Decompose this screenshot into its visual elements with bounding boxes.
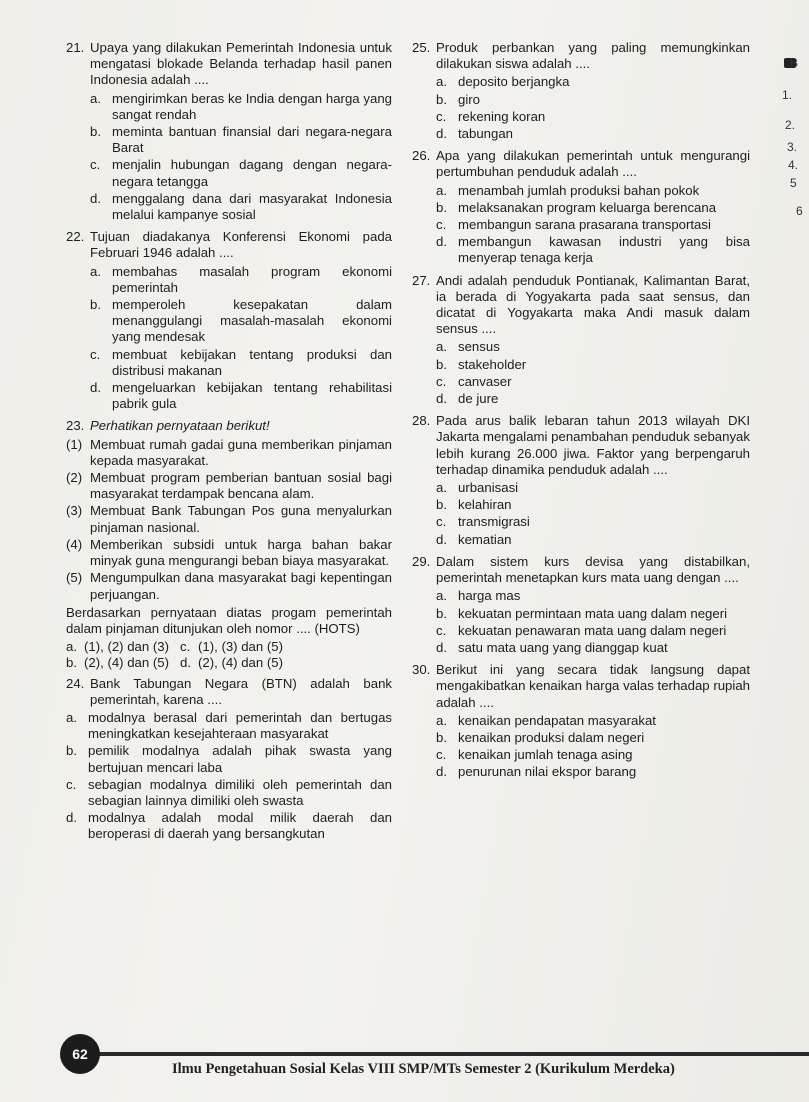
question-text: Pada arus balik lebaran tahun 2013 wilayah DKI Jakarta mengalami penambahan penduduk sebanyak lebih kurang 26.000 jiwa. Faktor yang berpengaruh terhadap dinamika penduduk adalah .... — [436, 413, 750, 477]
option-letter: b. — [66, 743, 77, 759]
option-text: modalnya berasal dari pemerintah dan bertugas meningkatkan kesejahteraan masyarakat — [88, 709, 392, 742]
margin-mark: 1. — [782, 88, 793, 102]
margin-mark: 4. — [788, 158, 799, 172]
option-text: canvaser — [458, 373, 512, 389]
option-letter: c. — [436, 514, 447, 530]
question-number: 21. — [66, 40, 85, 55]
option-letter: d. — [90, 190, 101, 206]
option-b — [436, 730, 750, 746]
option-d — [436, 532, 750, 548]
statement-text: Membuat program pemberian bantuan sosial bagi masyarakat terdampak bencana alam. — [90, 470, 392, 502]
question-text: Dalam sistem kurs devisa yang distabilkan, pemerintah menetapkan kurs mata uang dengan .... — [436, 553, 750, 586]
option-a — [436, 74, 750, 90]
option-letter: b. — [66, 655, 77, 671]
option-text: harga mas — [458, 588, 521, 604]
options-23 — [66, 639, 392, 671]
option-letter: b. — [90, 124, 101, 140]
option-text: meminta bantuan finansial dari negara-negara Barat — [112, 124, 392, 156]
option-a — [436, 713, 750, 729]
option-letter: a. — [90, 263, 101, 279]
option-letter: a. — [436, 182, 447, 198]
question-26 — [412, 148, 750, 180]
option-a — [90, 91, 392, 123]
option-d — [436, 764, 750, 780]
option-text: mengirimkan beras ke India dengan harga yang sangat rendah — [112, 90, 392, 122]
option-letter: d. — [66, 810, 77, 826]
option-text: membangun sarana prasarana transportasi — [458, 217, 711, 233]
option-letter: b. — [436, 605, 447, 621]
question-28 — [412, 413, 750, 478]
option-c — [436, 374, 750, 390]
margin-mark: B — [790, 56, 799, 70]
option-text: memperoleh kesepakatan dalam menanggulangi masalah-masalah ekonomi yang mendesak — [112, 297, 392, 345]
option-text: penurunan nilai ekspor barang — [458, 764, 637, 780]
option-text: (1), (3) dan (5) — [198, 639, 284, 655]
option-letter: a. — [90, 90, 101, 106]
option-a — [436, 480, 750, 496]
question-text: Upaya yang dilakukan Pemerintah Indonesia untuk mengatasi blokade Belanda terhadap hasil panen Indonesia adalah .... — [90, 40, 392, 88]
option-text: deposito berjangka — [458, 74, 570, 90]
option-letter: b. — [436, 729, 447, 745]
option-d — [436, 234, 750, 266]
option-text: membahas masalah program ekonomi pemerintah — [112, 263, 392, 295]
option-b — [436, 357, 750, 373]
statement-text: Mengumpulkan dana masyarakat bagi kepentingan perjuangan. — [90, 570, 392, 602]
question-text: Andi adalah penduduk Pontianak, Kalimantan Barat, ia berada di Yogyakarta pada saat sensus, dan dicatat di Yogyakarta maka Andi masuk dalam sensus .... — [436, 272, 750, 337]
option-letter: a. — [436, 588, 447, 604]
question-30 — [412, 662, 750, 711]
option-letter: b. — [436, 356, 447, 372]
option-d — [66, 810, 392, 842]
option-letter: a. — [66, 709, 77, 725]
option-text: de jure — [458, 391, 499, 407]
option-letter: c. — [436, 108, 447, 124]
option-text: kenaikan produksi dalam negeri — [458, 729, 645, 745]
option-letter: b. — [436, 91, 447, 107]
statement-text: Memberikan subsidi untuk harga bahan bakar minyak guna mengurangi beban biaya masyarakat. — [90, 536, 392, 569]
question-number: 27. — [412, 272, 431, 288]
question-number: 26. — [412, 148, 431, 164]
margin-mark: 3. — [787, 140, 798, 154]
statement-2 — [66, 470, 392, 502]
option-c — [436, 514, 750, 530]
option-b — [66, 743, 392, 775]
option-text: kelahiran — [458, 497, 512, 513]
question-23-instruction: Berdasarkan pernyataan diatas progam pemerintah dalam pinjaman ditunjukan oleh nomor .... (HOTS) — [66, 604, 392, 636]
question-number: 24. — [66, 675, 85, 691]
question-text: Perhatikan pernyataan berikut! — [90, 418, 270, 434]
option-c — [436, 109, 750, 125]
footer-rule — [96, 1052, 809, 1056]
option-text: modalnya adalah modal milik daerah dan beroperasi di daerah yang bersangkutan — [88, 810, 392, 842]
footer-title-text: Ilmu Pengetahuan Sosial Kelas VIII SMP/MTs Semester 2 (Kurikulum Merdeka) — [172, 1061, 675, 1077]
statement-3 — [66, 503, 392, 535]
question-23 — [66, 418, 392, 434]
option-b — [436, 200, 750, 216]
option-text: rekening koran — [458, 108, 546, 124]
option-text: urbanisasi — [458, 480, 519, 496]
options-22 — [90, 264, 392, 413]
option-text: membuat kebijakan tentang produksi dan distribusi makanan — [112, 346, 392, 378]
option-d — [90, 380, 392, 412]
option-letter: c. — [436, 373, 447, 389]
option-text: menggalang dana dari masyarakat Indonesia melalui kampanye sosial — [112, 190, 392, 223]
question-number: 22. — [66, 229, 85, 245]
page-number-badge: 62 — [60, 1034, 100, 1074]
option-text: satu mata uang yang dianggap kuat — [458, 639, 668, 655]
option-letter: c. — [90, 157, 101, 173]
option-a — [66, 710, 392, 742]
option-text: transmigrasi — [458, 514, 530, 530]
question-text: Tujuan diadakanya Konferensi Ekonomi pada Februari 1946 adalah .... — [90, 229, 392, 261]
option-text: sebagian modalnya dimiliki oleh pemerintah dan sebagian lainnya dimiliki oleh swasta — [88, 776, 392, 808]
options-24 — [66, 710, 392, 843]
option-d — [436, 126, 750, 142]
statement-number: (5) — [66, 570, 83, 586]
margin-mark: 6 — [796, 204, 803, 218]
footer-title — [172, 1061, 675, 1078]
option-letter: d. — [90, 380, 101, 396]
option-letter: c. — [436, 622, 447, 638]
question-22 — [66, 229, 392, 261]
option-letter: c. — [436, 217, 447, 233]
question-number: 30. — [412, 662, 431, 678]
option-a — [436, 339, 750, 355]
option-b — [436, 497, 750, 513]
option-text: menambah jumlah produksi bahan pokok — [458, 182, 700, 198]
option-text: stakeholder — [458, 356, 527, 372]
statement-number: (4) — [66, 536, 83, 552]
left-column — [66, 40, 392, 844]
question-25 — [412, 40, 750, 72]
option-letter: a. — [436, 339, 447, 355]
option-text: (2), (4) dan (5) — [84, 655, 170, 671]
option-c — [436, 747, 750, 763]
option-text: (1), (2) dan (3) — [84, 639, 170, 655]
option-c — [436, 623, 750, 639]
option-text: kenaikan pendapatan masyarakat — [458, 712, 656, 728]
option-d — [436, 391, 750, 407]
option-letter: b. — [90, 297, 101, 313]
option-letter: c. — [90, 346, 101, 362]
question-27 — [412, 273, 750, 338]
margin-mark: 5 — [790, 176, 797, 190]
option-text: kenaikan jumlah tenaga asing — [458, 747, 633, 763]
option-letter: d. — [436, 531, 447, 547]
question-number: 23. — [66, 418, 85, 434]
options-30 — [436, 713, 750, 781]
right-column — [412, 40, 750, 782]
option-text: (2), (4) dan (5) — [198, 655, 284, 671]
option-text: kekuatan permintaan mata uang dalam negeri — [458, 605, 728, 621]
option-letter: d. — [436, 234, 447, 250]
option-c — [66, 777, 392, 809]
option-text: kematian — [458, 531, 512, 547]
option-letter: c. — [66, 776, 77, 792]
option-text: mengeluarkan kebijakan tentang rehabilitasi pabrik gula — [112, 380, 392, 412]
statement-text: Membuat Bank Tabungan Pos guna menyalurkan pinjaman nasional. — [90, 503, 392, 535]
option-c — [90, 157, 392, 189]
option-letter: a. — [436, 712, 447, 728]
option-text: giro — [458, 91, 480, 107]
option-letter: d. — [180, 655, 191, 671]
option-b — [436, 606, 750, 622]
option-a — [436, 588, 750, 604]
options-29 — [436, 588, 750, 656]
option-b — [90, 297, 392, 346]
option-text: sensus — [458, 339, 500, 355]
option-text: membangun kawasan industri yang bisa menyerap tenaga kerja — [458, 234, 750, 266]
option-a — [436, 183, 750, 199]
option-text: menjalin hubungan dagang dengan negara-negara tetangga — [112, 157, 392, 189]
option-letter: b. — [436, 497, 447, 513]
option-letter: d. — [436, 639, 447, 655]
question-29 — [412, 554, 750, 586]
question-text: Apa yang dilakukan pemerintah untuk mengurangi pertumbuhan penduduk adalah .... — [436, 148, 750, 180]
option-text: pemilik modalnya adalah pihak swasta yang bertujuan mencari laba — [88, 743, 392, 775]
option-letter: d. — [436, 764, 447, 780]
statement-1 — [66, 437, 392, 469]
statement-4 — [66, 537, 392, 569]
option-letter: c. — [180, 639, 191, 655]
options-21 — [90, 91, 392, 224]
options-28 — [436, 480, 750, 548]
options-26 — [436, 183, 750, 267]
statement-5 — [66, 570, 392, 602]
question-number: 29. — [412, 553, 431, 569]
option-c — [436, 217, 750, 233]
options-27 — [436, 339, 750, 407]
option-letter: a. — [66, 639, 77, 655]
option-text: tabungan — [458, 126, 514, 142]
question-21 — [66, 40, 392, 89]
question-24 — [66, 676, 392, 708]
question-text: Berikut ini yang secara tidak langsung dapat mengakibatkan kenaikan harga valas terhadap rupiah adalah .... — [436, 662, 750, 710]
statement-number: (2) — [66, 470, 83, 486]
question-number: 25. — [412, 40, 431, 55]
option-letter: d. — [436, 126, 447, 142]
option-d — [90, 191, 392, 223]
option-letter: c. — [436, 747, 447, 763]
option-letter: a. — [436, 74, 447, 90]
option-a — [90, 264, 392, 296]
statement-number: (3) — [66, 503, 83, 519]
statement-number: (1) — [66, 436, 83, 452]
option-b — [90, 124, 392, 156]
question-text: Bank Tabungan Negara (BTN) adalah bank pemerintah, karena .... — [90, 675, 392, 707]
option-letter: b. — [436, 199, 447, 215]
statement-text: Membuat rumah gadai guna memberikan pinjaman kepada masyarakat. — [90, 436, 392, 468]
option-c — [90, 347, 392, 379]
margin-mark: 2. — [785, 118, 796, 132]
options-25 — [436, 74, 750, 142]
question-number: 28. — [412, 413, 431, 429]
option-d — [436, 640, 750, 656]
option-text: melaksanakan program keluarga berencana — [458, 199, 717, 215]
option-letter: a. — [436, 480, 447, 496]
option-text: kekuatan penawaran mata uang dalam negeri — [458, 622, 727, 638]
statements-23 — [66, 437, 392, 603]
option-letter: d. — [436, 391, 447, 407]
option-b — [436, 92, 750, 108]
question-text: Produk perbankan yang paling memungkinkan dilakukan siswa adalah .... — [436, 40, 750, 72]
